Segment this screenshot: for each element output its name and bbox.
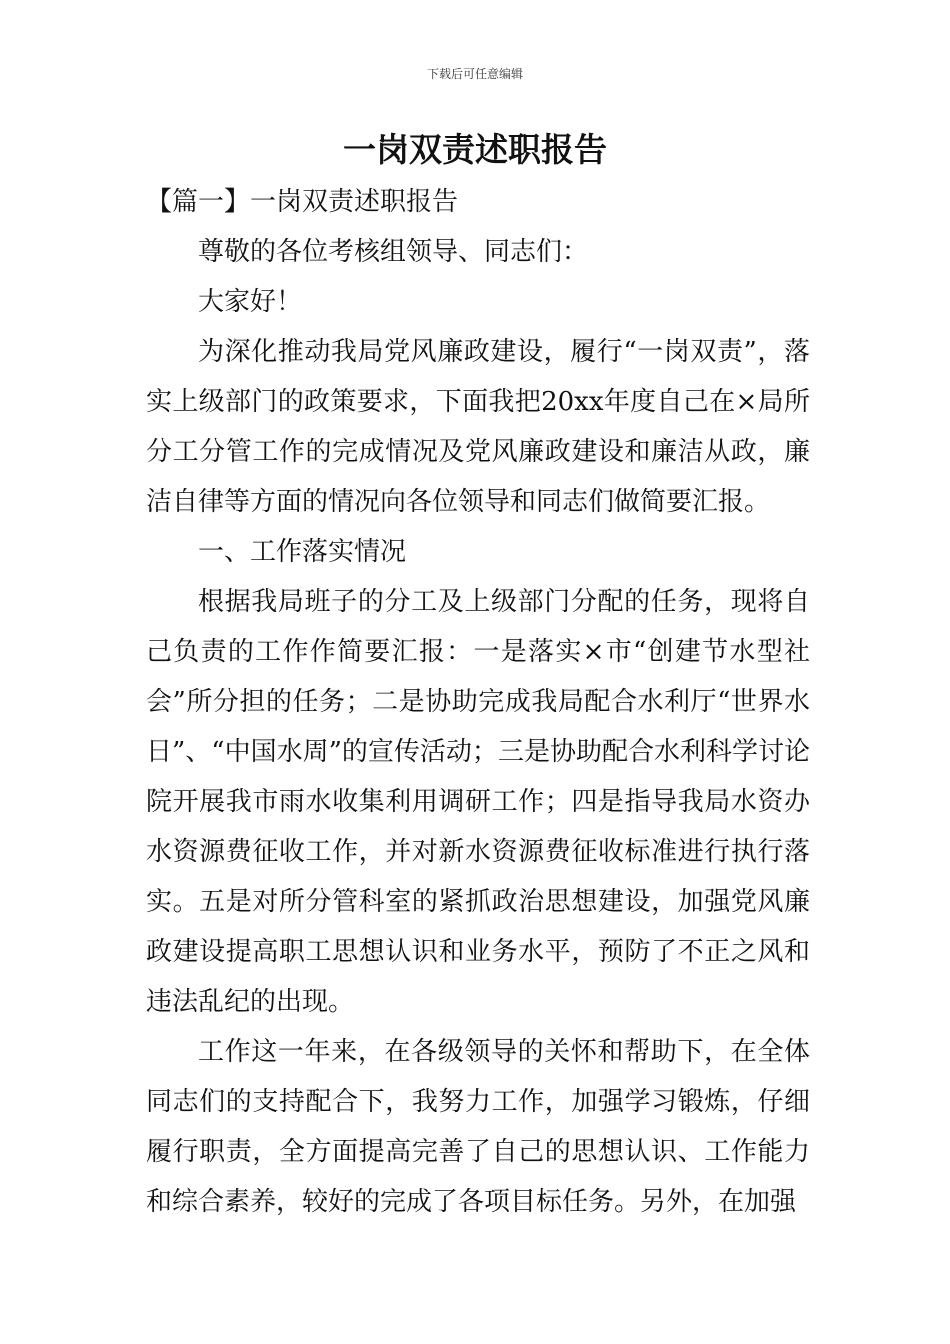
paragraph-greeting: 大家好！ [198, 287, 303, 317]
header-note: 下载后可任意编辑 [426, 67, 523, 81]
section-heading-work: 一、工作落实情况 [198, 537, 407, 567]
paragraph-work-details: 根据我局班子的分工及上级部门分配的任务，现将自己负责的工作作简要汇报：一是落实×市“创建节水型社会”所分担的任务；二是协助完成我局配合水利厅“世界水日”、“中国水周”的宣传活动；三是协助配合水利科学讨论院开展我市雨水收集利用调研工作；四是指导我局水资办水资源费征收工作，并对新水资源费征收标准进行执行落实。五是对所分管科室的紧抓政治思想建设，加强党风廉政建设提高职工思想认识和业务水平，预防了不正之风和违法乱纪的出现。 [146, 587, 810, 1017]
document-body [146, 177, 810, 1227]
paragraph-intro: 为深化推动我局党风廉政建设，履行“一岗双责”，落实上级部门的政策要求，下面我把20xx年度自己在×局所分工分管工作的完成情况及党风廉政建设和廉洁从政，廉洁自律等方面的情况向各位领导和同志们做简要汇报。 [146, 337, 810, 517]
document-title: 一岗双责述职报告 [343, 130, 607, 169]
paragraph-salutation: 尊敬的各位考核组领导、同志们： [198, 237, 589, 267]
paragraph-year-summary: 工作这一年来，在各级领导的关怀和帮助下，在全体同志们的支持配合下，我努力工作，加强学习锻炼，仔细履行职责，全方面提高完善了自己的思想认识、工作能力和综合素养，较好的完成了各项目标任务。另外，在加强 [146, 1037, 810, 1217]
section-label: 【篇一】一岗双责述职报告 [146, 187, 459, 217]
